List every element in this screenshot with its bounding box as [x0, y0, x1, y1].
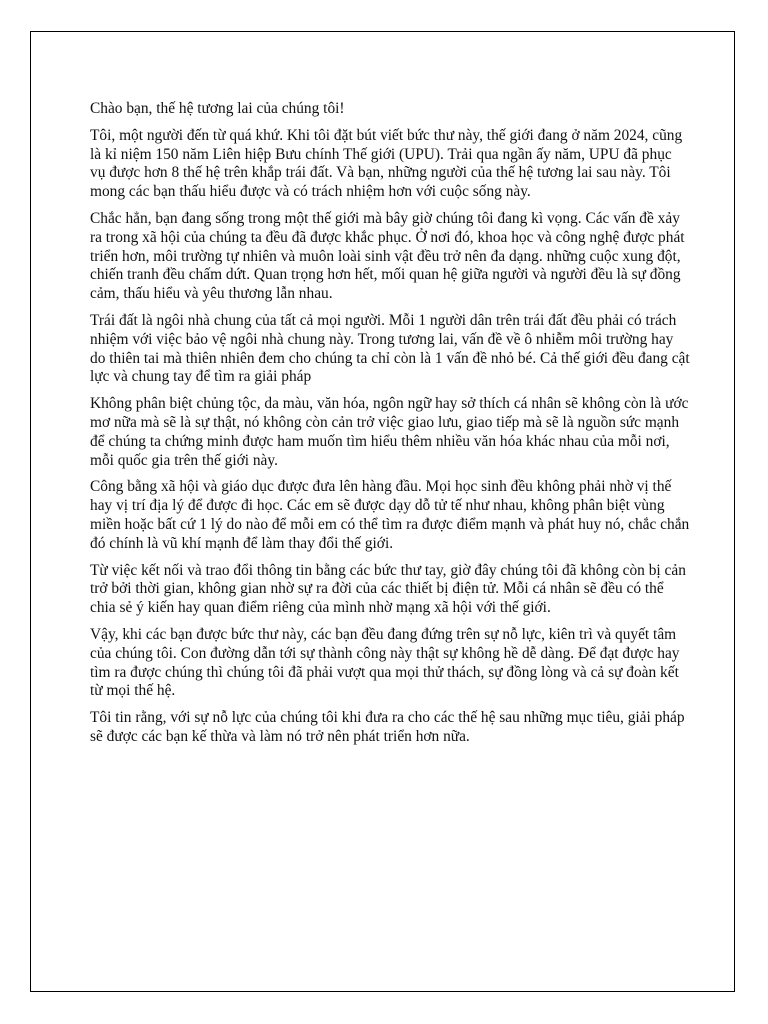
body-paragraph: Từ việc kết nối và trao đổi thông tin bằng các bức thư tay, giờ đây chúng tôi đã không còn bị cản trở bởi thời gian, không gian nhờ sự ra đời của các thiết bị điện tử. Mỗi cá nhân sẽ đều có thể chia sẻ ý kiến hay quan điểm riêng của mình nhờ mạng xã hội với thế giới. — [90, 561, 686, 617]
body-paragraph: Không phân biệt chủng tộc, da màu, văn hóa, ngôn ngữ hay sở thích cá nhân sẽ không còn là ước mơ nữa mà sẽ là sự thật, nó không còn cản trở việc giao lưu, giao tiếp mà sẽ là nguồn sức mạnh để chúng ta chứng minh được ham muốn tìm hiểu thêm nhiều văn hóa khác nhau của mỗi nơi, mỗi quốc gia trên thế giới này. — [90, 395, 689, 469]
body-paragraph: Chắc hẳn, bạn đang sống trong một thế giới mà bây giờ chúng tôi đang kì vọng. Các vấn đề xảy ra trong xã hội của chúng ta đều đã được khắc phục. Ở nơi đó, khoa học và công nghệ được phát triển hơn, môi trường tự nhiên và muôn loài sinh vật đều trở nên đa dạng. những cuộc xung đột, chiến tranh đều chấm dứt. Quan trọng hơn hết, mối quan hệ giữa người và người đều là sự đồng cảm, thấu hiểu và yêu thương lẫn nhau. — [90, 209, 685, 303]
document-page — [30, 31, 735, 992]
body-paragraph: Công bằng xã hội và giáo dục được đưa lên hàng đầu. Mọi học sinh đều không phải nhờ vị thế hay vị trí địa lý để được đi học. Các em sẽ được dạy dỗ tử tế như nhau, không phân biệt vùng miền hoặc bất cứ 1 lý do nào để mỗi em có thể tìm ra được điểm mạnh và phát huy nó, chắc chắn đó chính là vũ khí mạnh để làm thay đổi thế giới. — [90, 478, 690, 552]
closing-paragraph: Tôi tin rằng, với sự nỗ lực của chúng tôi khi đưa ra cho các thế hệ sau những mục tiêu, giải pháp sẽ được các bạn kế thừa và làm nó trở nên phát triển hơn nữa. — [90, 709, 685, 745]
body-paragraph: Vậy, khi các bạn được bức thư này, các bạn đều đang đứng trên sự nỗ lực, kiên trì và quyết tâm của chúng tôi. Con đường dẫn tới sự thành công này thật sự không hề dễ dàng. Để đạt được hay tìm ra được chúng thì chúng tôi đã phải vượt qua mọi thử thách, sự đồng lòng và cả sự đoàn kết từ mọi thế hệ. — [90, 625, 680, 700]
body-paragraph: Tôi, một người đến từ quá khứ. Khi tôi đặt bút viết bức thư này, thế giới đang ở năm 2024, cũng là kỉ niệm 150 năm Liên hiệp Bưu chính Thế giới (UPU). Trải qua ngần ấy năm, UPU đã phục vụ được hơn 8 thế hệ trên khắp trái đất. Và bạn, những người của thế hệ tương lai sau này. Tôi mong các bạn thấu hiểu được và có trách nhiệm hơn với cuộc sống này. — [90, 126, 683, 201]
greeting-paragraph: Chào bạn, thế hệ tương lai của chúng tôi! — [90, 100, 345, 117]
body-paragraph: Trái đất là ngôi nhà chung của tất cả mọi người. Mỗi 1 người dân trên trái đất đều phải có trách nhiệm với việc bảo vệ ngôi nhà chung này. Trong tương lai, vấn đề về ô nhiễm môi trường hay do thiên tai mà thiên nhiên đem cho chúng ta chỉ còn là 1 vấn đề nhỏ bé. Cả thế giới đều đang cật lực và chung tay để tìm ra giải pháp — [90, 311, 690, 386]
letter-body — [90, 100, 690, 755]
